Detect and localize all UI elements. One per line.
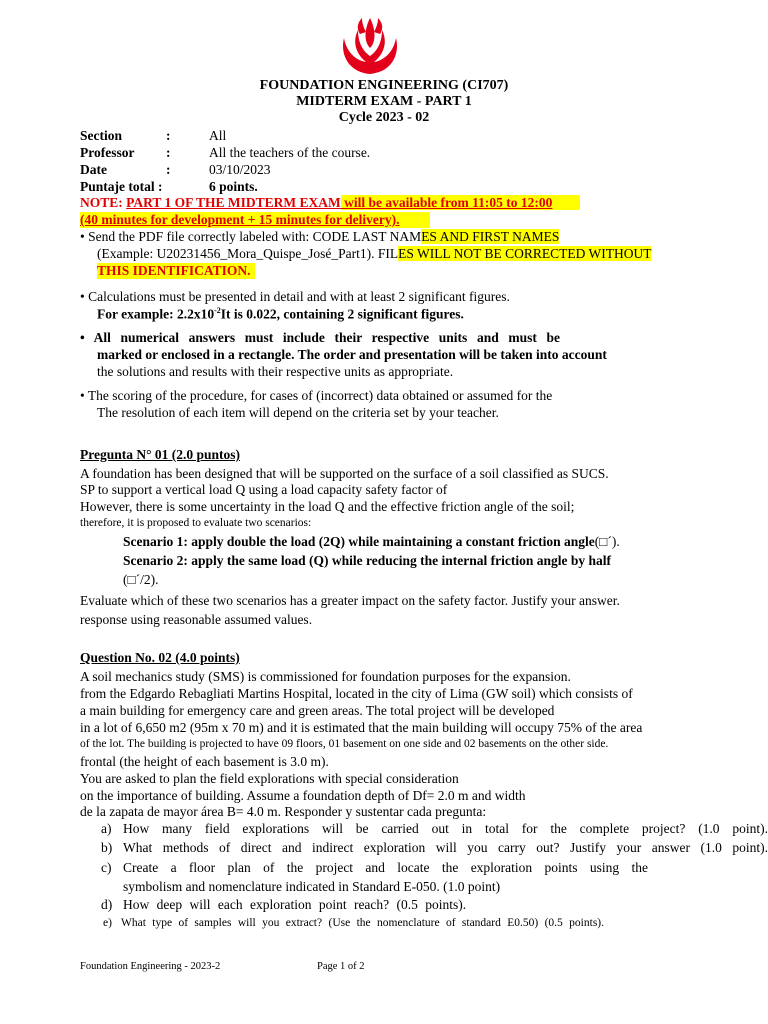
question-2-paragraph: from the Edgardo Rebagliati Martins Hospital, located in the city of Lima (GW soil) which consists of [80, 686, 633, 701]
question-2-paragraph: in a lot of 6,650 m2 (95m x 70 m) and it is estimated that the main building will occupy 75% of the area [80, 720, 643, 735]
meta-key-date: Date [80, 162, 107, 177]
question-2-title: Question No. 02 (4.0 points) [80, 650, 240, 665]
note-line-1 [80, 195, 580, 211]
bullet-4-line-2: The resolution of each item will depend on the criteria set by your teacher. [97, 405, 499, 420]
item-a: How many field explorations will be carried out in total for the complete project? (1.0 point). [123, 821, 768, 836]
scenario-1 [123, 534, 620, 550]
bullet-2-line-2 [97, 306, 464, 323]
bullet-1-line-2 [97, 246, 651, 262]
question-2-paragraph: A soil mechanics study (SMS) is commissioned for foundation purposes for the expansion. [80, 669, 571, 684]
bullet-2-line-1: • Calculations must be presented in detail and with at least 2 significant figures. [80, 289, 510, 304]
meta-key-professor: Professor [80, 145, 135, 160]
meta-key-total: Puntaje total : [80, 179, 163, 194]
item-letter: d) [101, 897, 113, 912]
bullet-1-line-3: THIS IDENTIFICATION. [97, 263, 255, 279]
question-1-paragraph: A foundation has been designed that will be supported on the surface of a soil classified as SUCS. [80, 466, 609, 481]
question-1-title: Pregunta N° 01 (2.0 puntos) [80, 447, 241, 462]
meta-value-section: All [209, 128, 227, 143]
bullet-2-exponent: -2 [214, 306, 221, 315]
meta-value-professor: All the teachers of the course. [209, 145, 371, 160]
item-e: What type of samples will you extract? (Use the nomenclature of standard E0.50) (0.5 points). [121, 917, 604, 929]
bullet-1-example: (Example: U20231456_Mora_Quispe_José_Part1). FIL [97, 246, 399, 261]
scenario-2: Scenario 2: apply the same load (Q) while reducing the internal friction angle by half [123, 553, 611, 568]
bullet-1-warning: ES WILL NOT BE CORRECTED WITHOUT [398, 246, 652, 261]
question-1-evaluate: Evaluate which of these two scenarios has a greater impact on the safety factor. Justify your answer. [80, 593, 620, 608]
friction-angle-symbol: (□´). [594, 534, 620, 549]
meta-key-section: Section [80, 128, 122, 143]
item-c-continued: symbolism and nomenclature indicated in Standard E-050. (1.0 point) [123, 879, 501, 894]
footer-course: Foundation Engineering - 2023-2 [80, 961, 221, 972]
bullet-4-line-1: • The scoring of the procedure, for cases of (incorrect) data obtained or assumed for the [80, 388, 553, 403]
meta-value-date: 03/10/2023 [209, 162, 271, 177]
bullet-1-line-1 [80, 229, 559, 245]
question-1-evaluate: response using reasonable assumed values. [80, 612, 313, 627]
meta-colon: : [166, 162, 171, 177]
question-1-paragraph: therefore, it is proposed to evaluate two scenarios: [80, 517, 312, 529]
note-label: NOTE: [80, 195, 127, 210]
item-c: Create a floor plan of the project and locate the exploration points using the [123, 860, 648, 875]
note-line-2: (40 minutes for development + 15 minutes for delivery). [80, 212, 430, 228]
cycle-title: Cycle 2023 - 02 [338, 110, 430, 125]
meta-colon: : [166, 145, 171, 160]
note-highlight-a: PART 1 OF THE MIDTERM EXAM [126, 195, 341, 210]
bullet-3-line-2: marked or enclosed in a rectangle. The order and presentation will be taken into account [97, 347, 607, 362]
question-2-paragraph: frontal (the height of each basement is 3.0 m). [80, 754, 329, 769]
item-letter: b) [101, 840, 113, 855]
question-2-paragraph: de la zapata de mayor área B= 4.0 m. Responder y sustentar cada pregunta: [80, 804, 487, 819]
bullet-1-text-a: • Send the PDF file correctly labeled with: CODE LAST NAM [80, 229, 422, 244]
item-b: What methods of direct and indirect exploration will you carry out? Justify your answer (1.0 point). [123, 840, 768, 855]
footer-page-number: Page 1 of 2 [317, 961, 365, 972]
bullet-1-text-b: ES AND FIRST NAMES [421, 229, 560, 244]
meta-value-total: 6 points. [209, 179, 258, 194]
bullet-3-line-1: • All numerical answers must include their respective units and must be [80, 330, 560, 345]
item-d: How deep will each exploration point reach? (0.5 points). [123, 897, 467, 912]
bullet-2-example: For example: 2.2x10 [97, 306, 215, 322]
question-1-paragraph: SP to support a vertical load Q using a load capacity safety factor of [80, 482, 448, 497]
university-logo [338, 14, 402, 76]
exam-title: MIDTERM EXAM - PART 1 [296, 94, 472, 109]
meta-colon: : [166, 128, 171, 143]
scenario-1-text: Scenario 1: apply double the load (2Q) while maintaining a constant friction angle [123, 534, 595, 549]
item-letter: a) [101, 821, 112, 836]
note-highlight-b: will be available from 11:05 to 12:00 [341, 195, 581, 210]
item-letter: c) [101, 860, 112, 875]
question-2-paragraph: a main building for emergency care and green areas. The total project will be developed [80, 703, 555, 718]
bullet-3-line-3: the solutions and results with their respective units as appropriate. [97, 364, 454, 379]
item-letter: e) [103, 917, 112, 929]
question-2-paragraph: You are asked to plan the field explorations with special consideration [80, 771, 459, 786]
course-title: FOUNDATION ENGINEERING (CI707) [259, 78, 509, 93]
scenario-2-symbol: (□´/2). [123, 572, 159, 587]
question-1-paragraph: However, there is some uncertainty in the load Q and the effective friction angle of the soil; [80, 499, 575, 514]
question-2-paragraph: of the lot. The building is projected to have 09 floors, 01 basement on one side and 02 basements on the other side. [80, 738, 609, 750]
question-2-paragraph: on the importance of building. Assume a foundation depth of Df= 2.0 m and width [80, 788, 526, 803]
bullet-2-example-rest: It is 0.022, containing 2 significant figures. [220, 306, 464, 322]
